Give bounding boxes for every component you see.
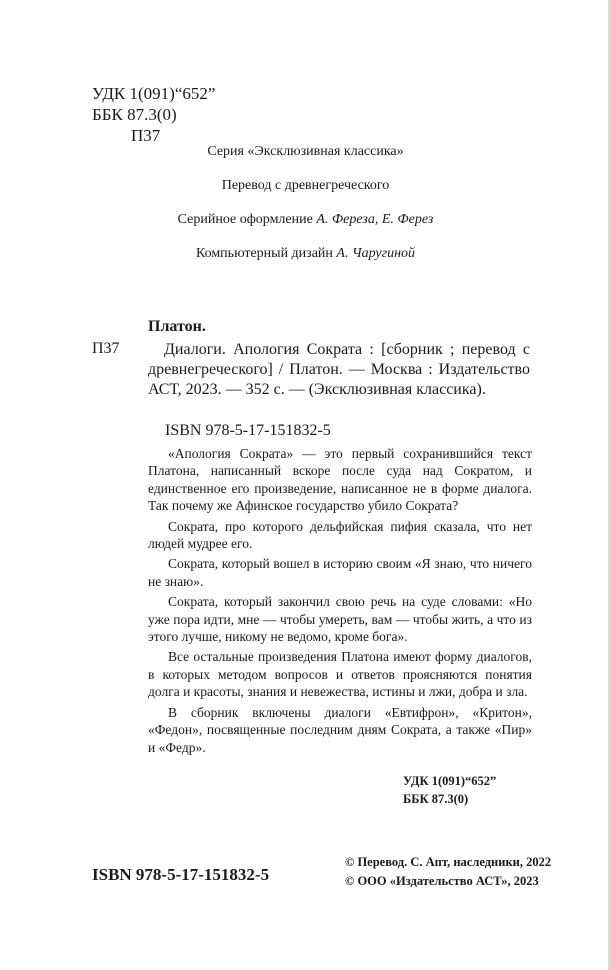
computer-design-label: Компьютерный дизайн — [195, 246, 337, 261]
udk-code-small: УДК 1(091)“652” — [403, 774, 497, 788]
catalog-isbn: ISBN 978-5-17-151832-5 — [165, 422, 331, 439]
annotation-paragraph: Сократа, который закончил свою речь на суде словами: «Но уже пора идти, мне — чтобы умереть, вам — чтобы жить, а что из этого лучше, никому не ведомо, кроме бога». — [148, 594, 532, 645]
computer-design-credit — [0, 246, 611, 262]
catalog-author-mark: П37 — [92, 340, 120, 357]
bbk-code-small: ББК 87.3(0) — [403, 792, 469, 806]
translation-line: Перевод с древнегреческого — [221, 178, 390, 193]
copyright-publisher: © ООО «Издательство АСТ», 2023 — [345, 874, 539, 888]
annotation-paragraph: Сократа, который вошел в историю своим «Я знаю, что ничего не знаю». — [148, 556, 532, 589]
udk-code: УДК 1(091)“652” — [92, 84, 216, 103]
design-credit — [0, 212, 611, 228]
computer-design-name: А. Чаругиной — [336, 246, 416, 261]
catalog-author: Платон. — [148, 318, 206, 335]
bbk-code: ББК 87.3(0) — [92, 105, 177, 124]
annotation-paragraph: «Апология Сократа» — это первый сохранившийся текст Платона, написанный вскоре после суда над Сократом, и единственное его произведение, написанное не в форме диалога. Так почему же Афинское государство убило Сократа? — [148, 446, 532, 514]
design-label: Серийное оформление — [177, 212, 317, 227]
catalog-description: Диалоги. Апология Сократа : [сборник ; перевод с древнегреческого] / Платон. — Москва : Издательство АСТ, 2023. — 352 с. — (Эксклюзивная классика). — [148, 341, 530, 398]
author-mark: П37 — [131, 126, 161, 145]
annotation — [148, 445, 532, 759]
design-names: А. Фереза, Е. Ферез — [316, 212, 434, 227]
annotation-paragraph: Все остальные произведения Платона имеют форму диалогов, в которых методом вопросов и ответов проясняются понятия долга и красоты, знания и невежества, истины и лжи, добра и зла. — [148, 649, 532, 700]
annotation-paragraph: Сократа, про которого дельфийская пифия сказала, что нет людей мудрее его. — [148, 518, 532, 552]
annotation-paragraph: В сборник включены диалоги «Евтифрон», «Критон», «Федон», посвященные последним дням Сократа, а также «Пир» и «Федр». — [148, 704, 532, 755]
copyright-translation: © Перевод. С. Апт, наследники, 2022 — [345, 855, 552, 869]
footer-isbn: ISBN 978-5-17-151832-5 — [92, 865, 270, 884]
series-line: Серия «Эксклюзивная классика» — [207, 144, 404, 159]
